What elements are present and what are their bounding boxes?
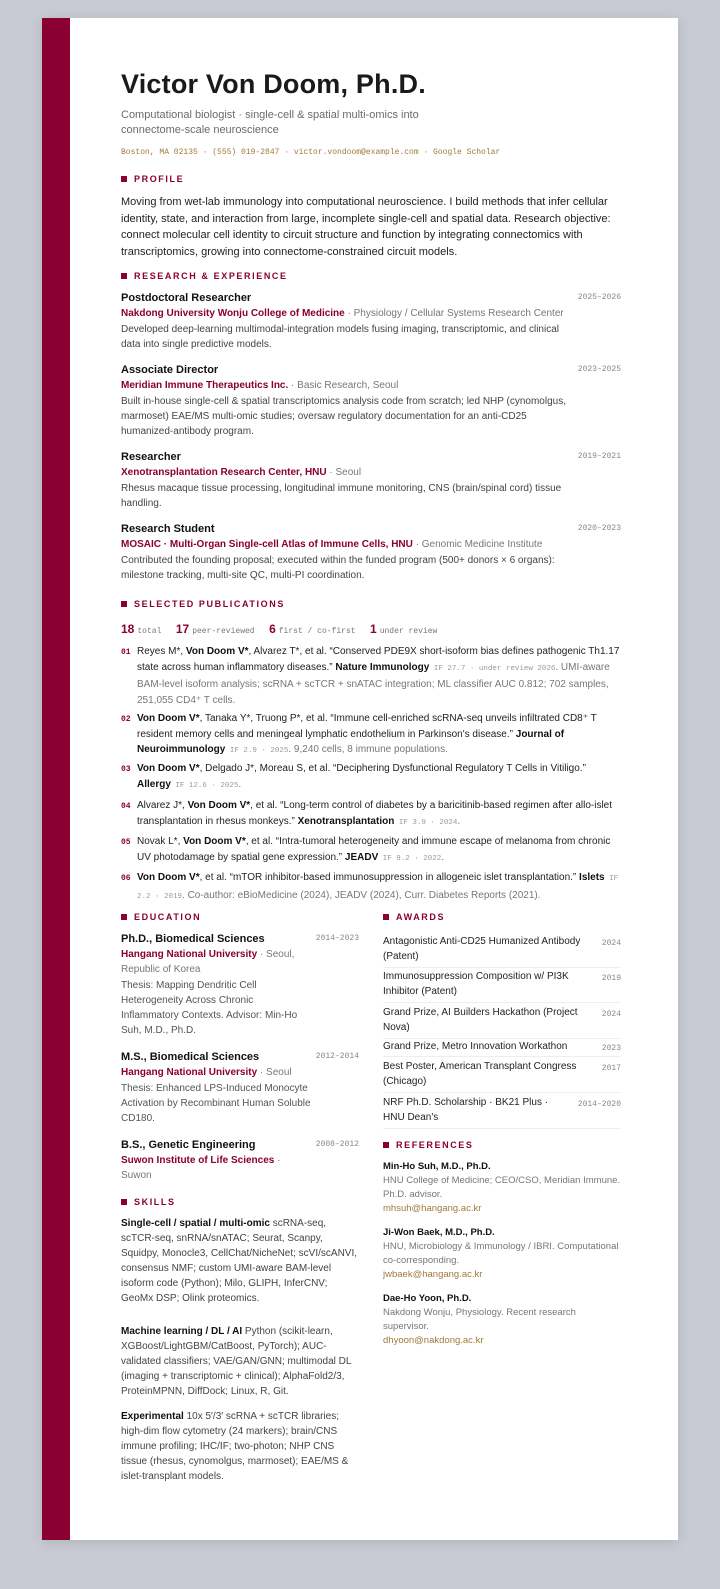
contact-line: Boston, MA 02135 · (555) 019-2847 · victor.vondoom@example.com · Google Scholar — [121, 148, 501, 157]
job-title: Associate Director — [121, 364, 219, 376]
degree-institution — [121, 1153, 281, 1183]
reference-description: HNU College of Medicine; CEO/CSO, Meridian Immune. Ph.D. advisor. — [383, 1175, 621, 1200]
degree-title: M.S., Biomedical Sciences — [121, 1051, 260, 1063]
org-name: Nakdong University Wonju College of Medicine — [121, 308, 345, 319]
job-date: 2023–2025 — [577, 365, 621, 374]
pub-note: . Co-author: eBioMedicine (2024), JEADV (2024), Curr. Diabetes Reports (2021). — [182, 889, 541, 901]
org-name: Xenotransplantation Research Center, HNU — [121, 467, 327, 478]
pub-note: . UMI-aware BAM-level isoform analysis; scRNA + scTCR + snATAC integration; ML classifier AUC 0.812; 702 samples, 251,055 CD4⁺ T cells. — [137, 661, 610, 706]
tagline: Computational biologist · single-cell & spatial multi-omics into connectome-scale neuroscience — [121, 109, 419, 136]
publication-number: 02 — [121, 715, 131, 724]
degree-thesis: Thesis: Mapping Dendritic Cell Heterogeneity Across Chronic Inflammatory Contexts. Advisor: Min-Ho Suh, M.D., Ph.D. — [121, 980, 298, 1036]
org-detail: · Seoul — [326, 467, 362, 478]
pub-authors-pre: Novak L*, — [137, 836, 184, 847]
pub-journal: Islets — [579, 872, 605, 883]
award-item — [383, 934, 621, 968]
pub-author-highlight: Von Doom V* — [137, 763, 200, 774]
reference-email[interactable]: dhyoon@nakdong.ac.kr — [383, 1335, 484, 1346]
skill-group — [121, 1324, 359, 1399]
skill-group-title: Single-cell / spatial / multi-omic — [121, 1218, 270, 1229]
reference-description: HNU, Microbiology & Immunology / IBRI. Computational co-corresponding. — [383, 1241, 619, 1266]
award-item — [383, 969, 621, 1003]
pub-author-highlight: Von Doom V* — [137, 713, 200, 724]
reference-name: Ji-Won Baek, M.D., Ph.D. — [383, 1227, 495, 1238]
job-title: Researcher — [121, 451, 181, 463]
section-heading-skills: SKILLS — [121, 1197, 176, 1207]
pub-impact: IF 27.7 · under review 2026 — [429, 664, 556, 673]
skill-group — [121, 1409, 359, 1484]
org-detail: · Genomic Medicine Institute — [412, 539, 543, 550]
org-name: Meridian Immune Therapeutics Inc. — [121, 380, 289, 391]
award-title: NRF Ph.D. Scholarship · BK21 Plus · HNU Dean's — [383, 1097, 549, 1123]
pub-note: . — [238, 778, 242, 790]
stat-first-count: 6 — [269, 622, 276, 636]
publication-item — [121, 870, 621, 905]
reference-item — [383, 1160, 621, 1216]
institution-name: Suwon Institute of Life Sciences — [121, 1155, 275, 1166]
accent-stripe — [42, 18, 70, 1540]
institution-name: Hangang National University — [121, 1067, 258, 1078]
award-title: Grand Prize, AI Builders Hackathon (Project Nova) — [383, 1007, 578, 1033]
publication-number: 01 — [121, 648, 131, 657]
publication-stats — [121, 620, 447, 638]
page-title: Victor Von Doom, Ph.D. — [121, 69, 426, 99]
experience-item — [121, 450, 621, 511]
org-detail: · Basic Research, Seoul — [288, 380, 399, 391]
degree-institution — [121, 947, 296, 977]
job-title: Postdoctoral Researcher — [121, 292, 252, 304]
job-date: 2020–2023 — [577, 524, 621, 533]
reference-email[interactable]: jwbaek@hangang.ac.kr — [383, 1269, 483, 1280]
publication-item — [121, 834, 621, 867]
pub-impact: IF 9.2 · 2022 — [378, 854, 442, 863]
reference-description: Nakdong Wonju, Physiology. Recent research supervisor. — [383, 1307, 576, 1332]
pub-note: . — [441, 851, 445, 863]
skill-group-items: Python (scikit-learn, XGBoost/LightGBM/CatBoost, PyTorch); AUC-validated classifiers; VAE/GAN/GNN; multimodal DL (imaging + transcriptomic + clinical); AlphaFold2/3, ProteinMPNN, DiffDock; Linux, R, Git. — [121, 1326, 352, 1397]
award-year: 2017 — [601, 1064, 621, 1073]
award-year: 2023 — [601, 1044, 621, 1053]
stat-peer-count: 17 — [175, 622, 190, 636]
pub-author-highlight: Von Doom V* — [185, 646, 249, 657]
pub-title: , et al. “mTOR inhibitor-based immunosuppression in allogeneic islet transplantation.” — [199, 872, 580, 883]
job-description: Contributed the founding proposal; executed within the funded program (500+ donors × 6 organs): milestone tracking, multi-site QC, multi-PI coordination. — [121, 555, 555, 581]
pub-impact: IF 12.6 · 2025 — [170, 781, 239, 790]
award-year: 2019 — [601, 974, 621, 983]
award-item — [383, 1039, 621, 1057]
job-description: Built in-house single-cell & spatial transcriptomics analysis code from scratch; led NHP (cynomolgus, marmoset) EAE/MS multi-omic studies; oversaw regulatory documentation for an anti-CD25 humanized-antibody program. — [121, 396, 566, 437]
stat-review-count: 1 — [370, 622, 377, 636]
education-item — [121, 932, 359, 1038]
award-year: 2014–2020 — [577, 1100, 621, 1109]
job-date: 2025–2026 — [577, 293, 621, 302]
experience-item — [121, 363, 621, 439]
stat-review-label: under review — [379, 627, 438, 636]
skill-group — [121, 1216, 359, 1306]
award-item — [383, 1005, 621, 1039]
reference-item — [383, 1226, 621, 1282]
pub-authors-pre: Alvarez J*, — [137, 800, 188, 811]
pub-journal: Nature Immunology — [335, 661, 430, 673]
skill-group-title: Experimental — [121, 1411, 184, 1422]
reference-email[interactable]: mhsuh@hangang.ac.kr — [383, 1203, 482, 1214]
skill-group-items: 10x 5′/3′ scRNA + scTCR libraries; high-dim flow cytometry (24 markers); brain/CNS immune profiling; IHC/IF; two-photon; NHP CNS tissue (rhesus, cynomolgus, marmoset); EAE/MS & islet-transplant models. — [121, 1411, 349, 1482]
degree-thesis: Thesis: Enhanced LPS-Induced Monocyte Activation by Recombinant Human Soluble CD180. — [121, 1083, 311, 1124]
degree-date: 2008–2012 — [315, 1140, 359, 1149]
education-item — [121, 1138, 359, 1183]
degree-date: 2012–2014 — [315, 1052, 359, 1061]
institution-location: · Seoul, Republic of Korea — [121, 949, 295, 975]
job-org — [121, 306, 621, 321]
org-detail: · Physiology / Cellular Systems Research Center — [344, 308, 564, 319]
pub-note: . — [457, 815, 461, 827]
pub-authors-pre: Reyes M*, — [137, 646, 186, 657]
award-item — [383, 1095, 621, 1129]
org-name: MOSAIC · Multi-Organ Single-cell Atlas of Immune Cells, HNU — [121, 539, 413, 550]
award-title: Immunosuppression Composition w/ PI3K Inhibitor (Patent) — [383, 971, 569, 997]
award-year: 2024 — [601, 1010, 621, 1019]
award-title: Antagonistic Anti-CD25 Humanized Antibody (Patent) — [383, 936, 581, 962]
stat-first-label: first / co-first — [278, 627, 356, 636]
publication-number: 03 — [121, 765, 131, 774]
job-description: Developed deep-learning multimodal-integration models fusing imaging, transcriptomic, and clinical data into single predictive models. — [121, 324, 560, 350]
job-org — [121, 465, 621, 480]
degree-institution — [121, 1065, 296, 1080]
degree-title: B.S., Genetic Engineering — [121, 1139, 256, 1151]
section-heading-references: REFERENCES — [383, 1140, 474, 1150]
reference-name: Dae-Ho Yoon, Ph.D. — [383, 1293, 472, 1304]
skill-group-title: Machine learning / DL / AI — [121, 1326, 243, 1337]
institution-name: Hangang National University — [121, 949, 258, 960]
degree-title: Ph.D., Biomedical Sciences — [121, 933, 265, 945]
pub-author-highlight: Von Doom V* — [187, 800, 251, 811]
job-description: Rhesus macaque tissue processing, longitudinal immune monitoring, CNS (brain/spinal cord) tissue handling. — [121, 483, 562, 509]
job-title: Research Student — [121, 523, 215, 535]
pub-title: , Delgado J*, Moreau S, et al. “Deciphering Dysfunctional Regulatory T Cells in Vitiligo.” — [199, 763, 586, 774]
experience-item — [121, 291, 621, 352]
profile-text: Moving from wet-lab immunology into computational neuroscience. I build methods that infer cellular identity, state, and interaction from large, incomplete single-cell and spatial data. Research objective: connect molecular cell identity to circuit structure and function by integrating connectomics with transcriptomics, growing into connectome-constrained circuit models. — [121, 196, 611, 258]
pub-note: . 9,240 cells, 8 immune populations. — [288, 744, 448, 755]
experience-item — [121, 522, 621, 583]
reference-name: Min-Ho Suh, M.D., Ph.D. — [383, 1161, 491, 1172]
pub-title: , et al. “Long-term control of diabetes by a baricitinib-based regimen after allo-islet transplantation in rhesus monkeys.” — [137, 800, 613, 827]
pub-impact: IF 2.9 · 2025 — [225, 747, 289, 755]
pub-journal: Journal of Neuroimmunology — [137, 728, 565, 755]
stat-total-count: 18 — [121, 622, 135, 636]
section-heading-publications: SELECTED PUBLICATIONS — [121, 599, 285, 609]
resume-page — [42, 18, 678, 1540]
pub-title: , et al. “Intra-tumoral heterogeneity and immune escape of melanoma from chronic UV photodamage by spatial gene expression.” — [137, 836, 611, 863]
publication-item — [121, 644, 621, 708]
pub-title: , Tanaka Y*, Truong P*, et al. “Immune cell-enriched scRNA-seq unveils infiltrated CD8⁺ T resident memory cells and meningeal lymphatic endothelium in Parkinson's disease.” — [137, 713, 597, 740]
award-year: 2024 — [601, 939, 621, 948]
degree-date: 2014–2023 — [315, 934, 359, 943]
job-date: 2019–2021 — [577, 452, 621, 461]
section-heading-profile: PROFILE — [121, 174, 184, 184]
stat-peer-label: peer-reviewed — [192, 627, 255, 636]
pub-author-highlight: Von Doom V* — [183, 836, 246, 847]
award-title: Grand Prize, Metro Innovation Workathon — [383, 1041, 568, 1052]
stat-total-label: total — [137, 627, 162, 636]
publication-item — [121, 798, 621, 831]
job-org — [121, 537, 621, 552]
publication-number: 06 — [121, 874, 131, 883]
pub-impact: IF 2.2 · 2019 — [137, 875, 619, 901]
institution-location: · Seoul — [257, 1067, 292, 1078]
pub-journal: Xenotransplantation — [297, 815, 395, 827]
publication-number: 04 — [121, 802, 131, 811]
pub-title: , Alvarez T*, et al. “Conserved PDE9X short-isoform bias defines pathogenic Th1.17 state across human inflammatory diseases.” — [137, 646, 620, 673]
education-item — [121, 1050, 359, 1126]
institution-location: · Suwon — [121, 1155, 281, 1181]
pub-impact: IF 3.9 · 2024 — [394, 818, 458, 827]
job-org — [121, 378, 621, 393]
section-heading-education: EDUCATION — [121, 912, 201, 922]
publication-item — [121, 711, 621, 760]
section-heading-awards: AWARDS — [383, 912, 445, 922]
pub-journal: JEADV — [344, 851, 379, 863]
reference-item — [383, 1292, 621, 1348]
skill-group-items: scRNA-seq, scTCR-seq, snRNA/snATAC; Seurat, Scanpy, Squidpy, Monocle3, CellChat/NicheNet; scVI/scANVI, consensus NMF; custom UMI-aware BAM-level isoform code (Python); Milo, GLIPH, InferCNV; GeoMx DSP; Olink proteomics. — [121, 1218, 358, 1304]
section-heading-experience: RESEARCH & EXPERIENCE — [121, 271, 288, 281]
pub-journal: Allergy — [137, 778, 171, 790]
award-item — [383, 1059, 621, 1093]
publication-item — [121, 761, 621, 794]
pub-author-highlight: Von Doom V* — [137, 872, 200, 883]
publication-number: 05 — [121, 838, 131, 847]
award-title: Best Poster, American Transplant Congress (Chicago) — [383, 1061, 577, 1087]
